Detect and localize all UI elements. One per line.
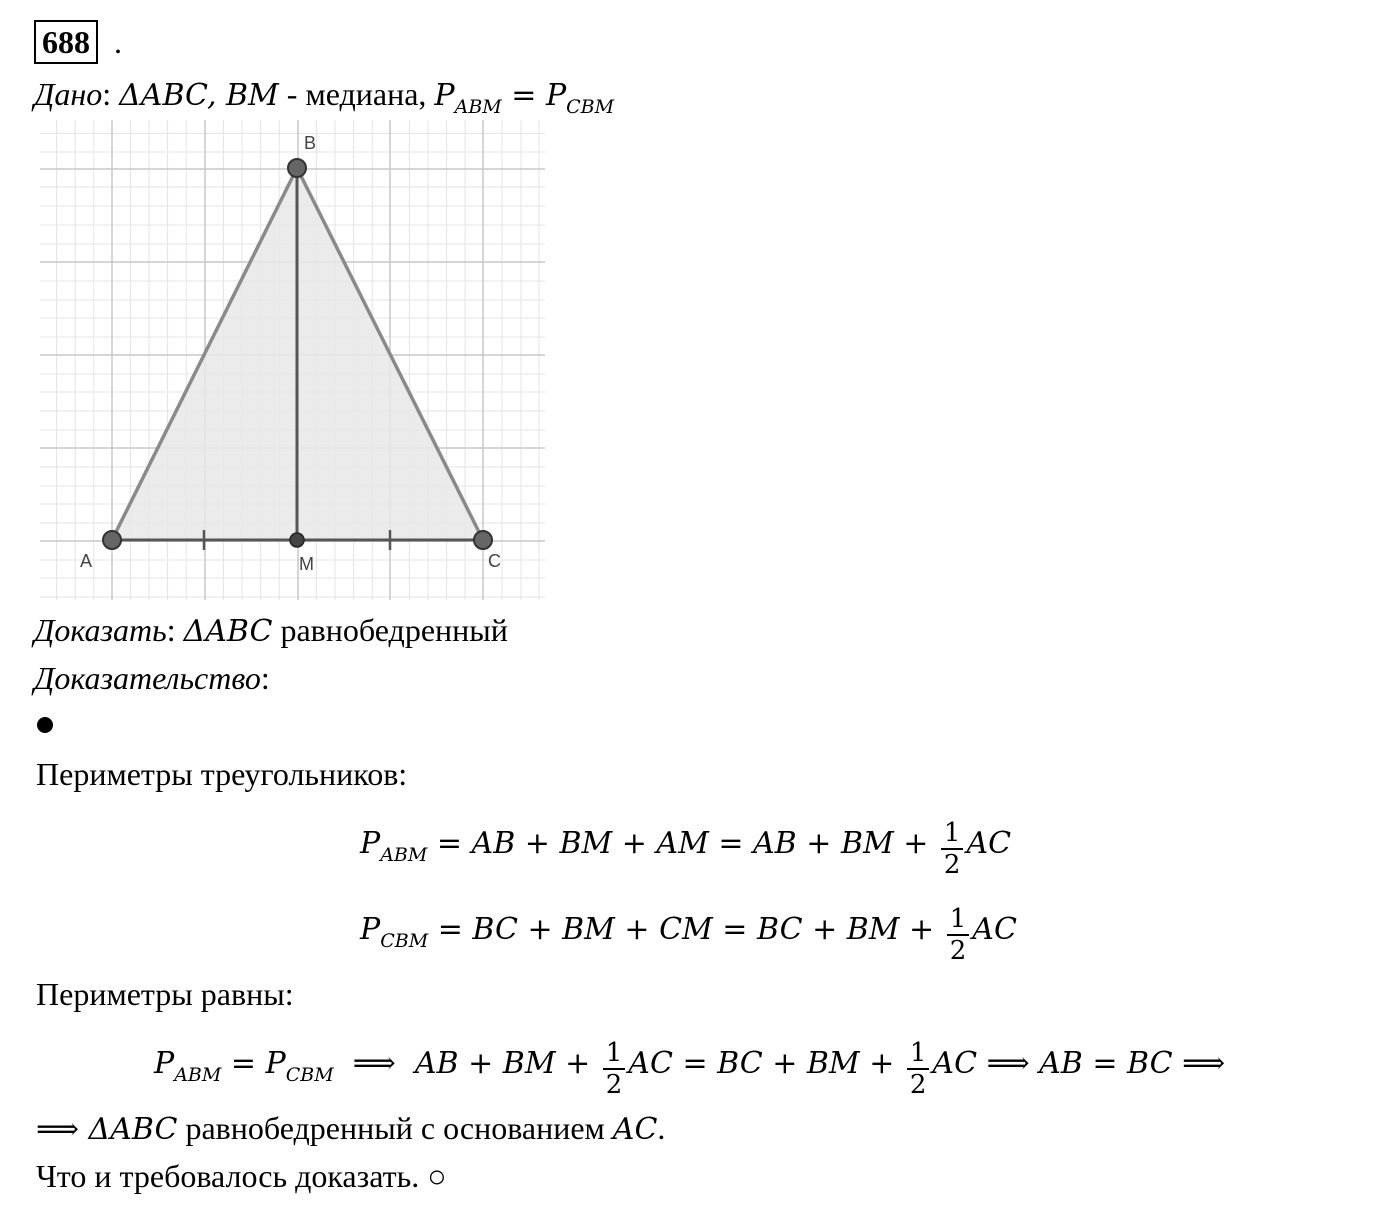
eq2-frac-num: 1 [947, 904, 970, 936]
point-m [290, 533, 304, 547]
eq3-tail: AC ⟹ AB = BC ⟹ [932, 1046, 1226, 1081]
eq1-frac-num: 1 [941, 818, 964, 850]
equation-abm [360, 804, 1011, 884]
conclusion-arrow: ⟹ [36, 1112, 89, 1147]
prove-colon: : [166, 612, 176, 648]
proof-colon: : [260, 660, 270, 696]
eq2-sub: CBM [380, 930, 429, 952]
eq2-fraction [947, 904, 970, 966]
problem-number-dot: . [114, 24, 122, 60]
label-a: A [80, 551, 93, 571]
equation-implication [154, 1024, 1225, 1104]
given-eq: = [501, 78, 546, 113]
eq3-frac1-den: 2 [605, 1070, 623, 1101]
label-m: M [299, 554, 314, 574]
label-b: B [304, 133, 317, 153]
eq2-body: = BC + BM + CM = BC + BM + [428, 912, 944, 947]
eq3-fraction-1 [603, 1038, 626, 1100]
eq3-p1: P [154, 1046, 175, 1081]
proof-line [34, 658, 270, 698]
bullet-marker [37, 717, 53, 733]
point-c [474, 531, 492, 549]
conclusion-text: равнобедренный с основанием [177, 1110, 613, 1146]
equal-label: Периметры равны: [36, 976, 294, 1012]
proof-label: Доказательство [34, 660, 261, 696]
eq2-tail: AC [972, 912, 1017, 947]
eq1-body: = AB + BM + AM = AB + BM + [427, 826, 938, 861]
point-a [103, 531, 121, 549]
given-p1-sub: ABM [454, 96, 502, 118]
eq1-sub: ABM [380, 844, 428, 866]
perimeters-label: Периметры треугольников: [36, 756, 408, 792]
conclusion-line [36, 1108, 665, 1150]
eq3-fraction-2 [907, 1038, 930, 1100]
given-colon: : [102, 76, 112, 112]
conclusion-triangle: ΔABC [88, 1112, 178, 1147]
eq1-p: P [360, 826, 381, 861]
prove-label: Доказать [34, 612, 167, 648]
label-c: C [488, 551, 501, 571]
prove-text: равнобедренный [272, 612, 508, 648]
conclusion-dot: . [657, 1110, 666, 1146]
eq3-mid1: = [221, 1046, 266, 1081]
eq3-sub1: ABM [174, 1064, 222, 1086]
eq3-mid3: AC = BC + BM + [628, 1046, 904, 1081]
eq3-frac2-num: 1 [907, 1038, 930, 1070]
eq2-frac-den: 2 [949, 936, 967, 967]
given-p2: P [545, 78, 567, 113]
eq3-frac2-den: 2 [909, 1070, 927, 1101]
prove-triangle: ΔABC [183, 614, 273, 649]
eq1-frac-den: 2 [943, 850, 961, 881]
eq3-frac1-num: 1 [603, 1038, 626, 1070]
conclusion-base: AC [612, 1112, 658, 1147]
given-p2-sub: CBM [566, 96, 615, 118]
qed-line: Что и требовалось доказать. ○ [36, 1158, 447, 1194]
problem-number: 688 [34, 20, 98, 64]
eq3-sub2: CBM [285, 1064, 334, 1086]
eq2-p: P [360, 912, 381, 947]
given-p1: P [434, 78, 455, 113]
prove-line [34, 610, 508, 652]
eq3-p2: P [265, 1046, 286, 1081]
eq1-fraction [941, 818, 964, 880]
given-triangle: ΔABC, BM [119, 78, 279, 113]
eq3-mid2: ⟹ AB + BM + [333, 1046, 600, 1081]
point-b [288, 159, 306, 177]
given-label: Дано [34, 76, 103, 112]
eq1-tail: AC [966, 826, 1012, 861]
triangle-figure [38, 120, 548, 602]
given-text: - медиана, [278, 76, 435, 112]
equation-cbm [360, 890, 1017, 970]
